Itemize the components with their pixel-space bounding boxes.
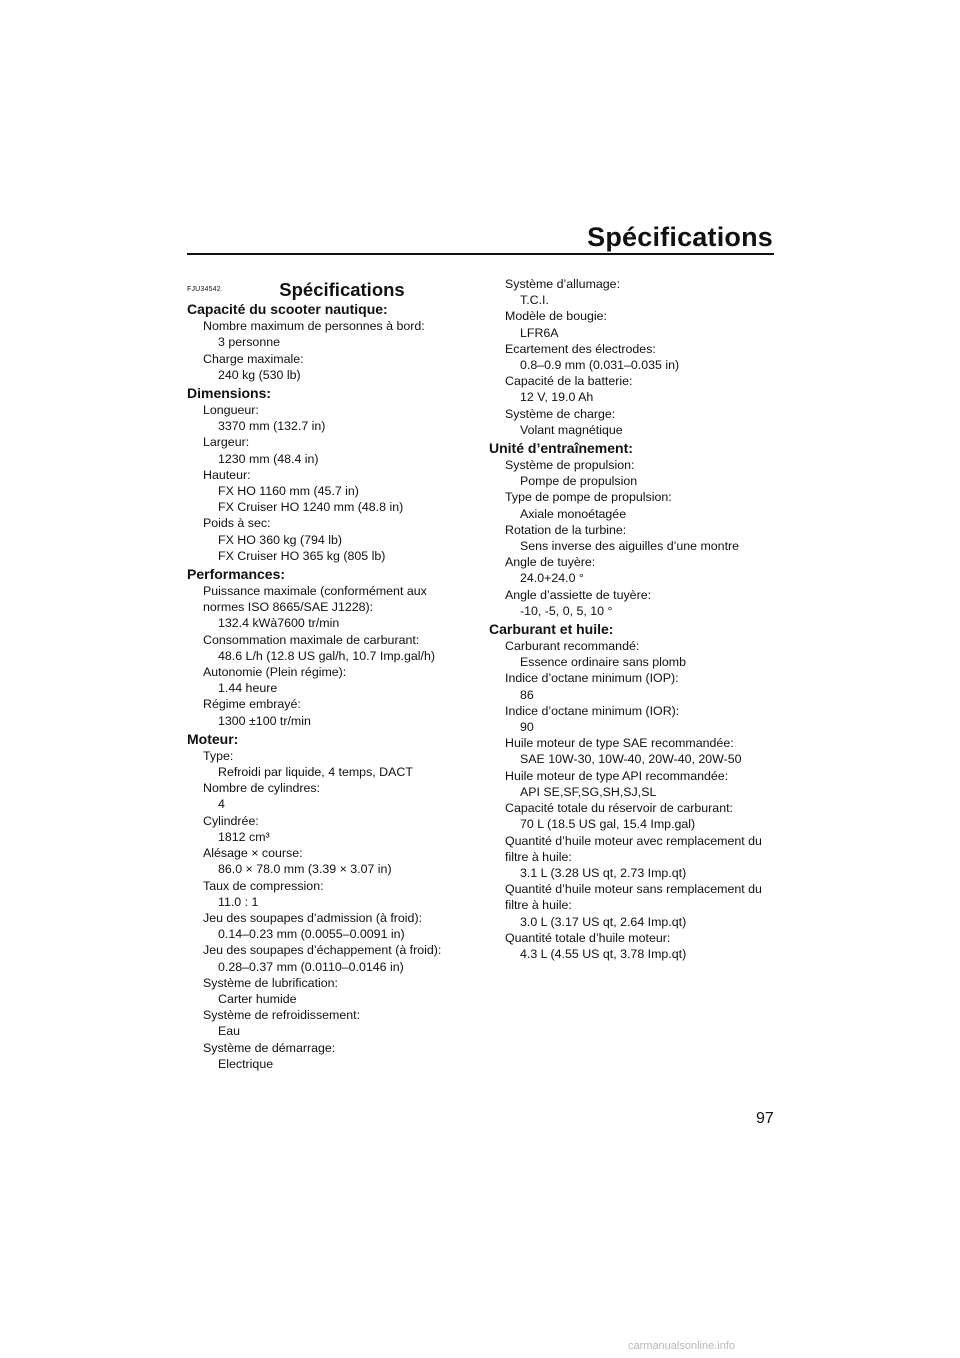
spec-value: Eau xyxy=(218,1024,241,1039)
spec-value: 3.1 L (3.28 US qt, 2.73 Imp.qt) xyxy=(520,865,687,880)
spec-label: Angle d’assiette de tuyère: xyxy=(505,587,652,602)
spec-value: 24.0+24.0 ° xyxy=(520,571,584,586)
spec-label: Poids à sec: xyxy=(203,516,271,531)
spec-value: 3.0 L (3.17 US qt, 2.64 Imp.qt) xyxy=(520,914,687,929)
spec-label: Système de lubrification: xyxy=(203,975,338,990)
spec-label: Système d’allumage: xyxy=(505,277,621,291)
spec-label: Consommation maximale de carburant: xyxy=(203,632,420,647)
spec-label: Type: xyxy=(203,748,234,763)
page-number: 97 xyxy=(756,1110,774,1127)
spec-value: 70 L (18.5 US gal, 15.4 Imp.gal) xyxy=(520,817,696,832)
spec-label: Capacité de la batterie: xyxy=(505,374,633,389)
spec-label: Cylindrée: xyxy=(203,813,259,828)
spec-label: Système de charge: xyxy=(505,406,616,421)
spec-value: FX HO 1160 mm (45.7 in) xyxy=(218,484,359,499)
spec-label: Capacité totale du réservoir de carburant: xyxy=(505,801,733,816)
spec-group-heading: Carburant et huile: xyxy=(489,621,614,638)
spec-group-heading: Performances: xyxy=(187,566,286,583)
spec-label: Ecartement des électrodes: xyxy=(505,341,656,356)
spec-value: 1230 mm (48.4 in) xyxy=(218,451,319,466)
left-column xyxy=(187,276,462,1072)
spec-value: 11.0 : 1 xyxy=(218,894,259,909)
spec-label: Angle de tuyère: xyxy=(505,555,596,570)
spec-label: Indice d’octane minimum (IOR): xyxy=(505,703,680,718)
spec-label: Type de pompe de propulsion: xyxy=(505,490,672,505)
spec-value: 90 xyxy=(520,720,534,735)
spec-label: Alésage × course: xyxy=(203,846,303,861)
spec-label: Huile moteur de type API recommandée: xyxy=(505,768,729,783)
section-title: Spécifications xyxy=(279,279,405,300)
page-header-title: Spécifications xyxy=(587,222,773,252)
spec-group-heading: Dimensions: xyxy=(187,385,272,402)
spec-value: Refroidi par liquide, 4 temps, DACT xyxy=(218,765,413,780)
spec-group-heading: Unité d’entraînement: xyxy=(489,440,633,457)
spec-value: LFR6A xyxy=(520,325,559,340)
spec-value: Axiale monoétagée xyxy=(520,506,627,521)
spec-label: Hauteur: xyxy=(203,467,251,482)
spec-label: Système de démarrage: xyxy=(203,1040,336,1055)
spec-value: 0.8–0.9 mm (0.031–0.035 in) xyxy=(520,358,680,373)
spec-value: FX Cruiser HO 365 kg (805 lb) xyxy=(218,548,386,563)
spec-label: Taux de compression: xyxy=(203,878,324,893)
spec-value: 0.28–0.37 mm (0.0110–0.0146 in) xyxy=(218,959,404,974)
spec-label: Système de refroidissement: xyxy=(203,1008,361,1023)
spec-label: Jeu des soupapes d’admission (à froid): xyxy=(203,910,423,925)
spec-value: T.C.I. xyxy=(520,293,549,308)
spec-label: Largeur: xyxy=(203,435,250,450)
spec-value: Carter humide xyxy=(218,991,297,1006)
spec-value: Pompe de propulsion xyxy=(520,474,638,489)
spec-label: Huile moteur de type SAE recommandée: xyxy=(505,736,734,751)
spec-value: 86 xyxy=(520,687,534,702)
spec-value: 12 V, 19.0 Ah xyxy=(520,390,594,405)
doc-code: FJU34542 xyxy=(187,286,221,293)
spec-label: Jeu des soupapes d’échappement (à froid): xyxy=(203,943,442,958)
left-spec-groups xyxy=(187,300,462,1072)
spec-value: 86.0 × 78.0 mm (3.39 × 3.07 in) xyxy=(218,862,392,877)
spec-value: 3370 mm (132.7 in) xyxy=(218,419,326,434)
spec-value: -10, -5, 0, 5, 10 ° xyxy=(520,603,613,618)
spec-label: Rotation de la turbine: xyxy=(505,522,627,537)
spec-value: 4.3 L (4.55 US qt, 3.78 Imp.qt) xyxy=(520,946,687,961)
spec-value: Essence ordinaire sans plomb xyxy=(520,655,686,670)
spec-group-heading: Moteur: xyxy=(187,730,239,747)
spec-value: 1812 cm³ xyxy=(218,829,270,844)
spec-label: Nombre maximum de personnes à bord: xyxy=(203,319,425,334)
spec-label: Nombre de cylindres: xyxy=(203,781,321,796)
spec-value: FX HO 360 kg (794 lb) xyxy=(218,532,342,547)
spec-value: Electrique xyxy=(218,1056,274,1071)
spec-label: Autonomie (Plein régime): xyxy=(203,665,347,680)
spec-value: Sens inverse des aiguilles d’une montre xyxy=(520,539,740,554)
spec-value: 3 personne xyxy=(218,335,281,350)
spec-label: Quantité d’huile moteur sans remplacement du filtre à huile: xyxy=(505,882,762,913)
spec-group-heading: Capacité du scooter nautique: xyxy=(187,301,388,318)
spec-value: 240 kg (530 lb) xyxy=(218,367,301,382)
spec-label: Charge maximale: xyxy=(203,351,304,366)
spec-label: Longueur: xyxy=(203,403,259,418)
spec-value: 4 xyxy=(218,797,225,812)
header-rule xyxy=(187,253,774,255)
spec-label: Carburant recommandé: xyxy=(505,639,640,654)
spec-value: API SE,SF,SG,SH,SJ,SL xyxy=(520,784,657,799)
spec-value: SAE 10W-30, 10W-40, 20W-40, 20W-50 xyxy=(520,752,742,767)
spec-value: 1300 ±100 tr/min xyxy=(218,713,311,728)
watermark-footer: carmanualsonline.info xyxy=(628,1340,736,1352)
spec-value: Volant magnétique xyxy=(520,422,623,437)
spec-value: 0.14–0.23 mm (0.0055–0.0091 in) xyxy=(218,927,405,942)
spec-value: FX Cruiser HO 1240 mm (48.8 in) xyxy=(218,500,404,515)
spec-label: Quantité d’huile moteur avec remplacement du filtre à huile: xyxy=(505,833,762,864)
spec-label: Quantité totale d’huile moteur: xyxy=(505,930,671,945)
spec-label: Puissance maximale (conformément aux normes ISO 8665/SAE J1228): xyxy=(203,584,427,615)
spec-value: 132.4 kWà7600 tr/min xyxy=(218,616,340,631)
spec-value: 1.44 heure xyxy=(218,681,278,696)
spec-value: 48.6 L/h (12.8 US gal/h, 10.7 Imp.gal/h) xyxy=(218,648,435,663)
right-spec-groups xyxy=(489,276,779,962)
spec-label: Indice d’octane minimum (IOP): xyxy=(505,671,679,686)
spec-label: Régime embrayé: xyxy=(203,697,301,712)
spec-label: Système de propulsion: xyxy=(505,458,635,473)
spec-label: Modèle de bougie: xyxy=(505,309,607,324)
right-column xyxy=(489,276,779,962)
